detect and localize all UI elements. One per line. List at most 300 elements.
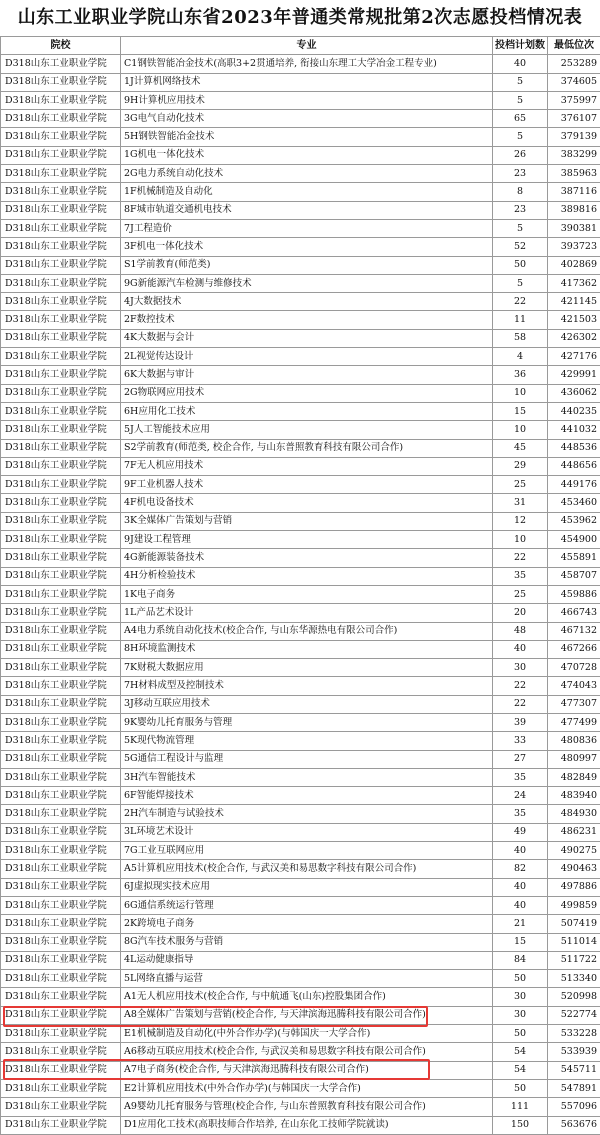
min-rank-cell: 520998 bbox=[548, 988, 600, 1006]
major-cell: 9J建设工程管理 bbox=[121, 531, 493, 549]
table-row bbox=[1, 951, 600, 969]
major-cell: 9K婴幼儿托育服务与管理 bbox=[121, 713, 493, 731]
table-row bbox=[1, 823, 600, 841]
major-cell: 3F机电一体化技术 bbox=[121, 238, 493, 256]
min-rank-cell: 477307 bbox=[548, 695, 600, 713]
school-cell: D318山东工业职业学院 bbox=[1, 402, 121, 420]
table-row bbox=[1, 183, 600, 201]
min-rank-cell: 374605 bbox=[548, 73, 600, 91]
table-row bbox=[1, 805, 600, 823]
min-rank-cell: 453460 bbox=[548, 494, 600, 512]
major-cell: 8G汽车技术服务与营销 bbox=[121, 933, 493, 951]
major-cell: A1无人机应用技术(校企合作, 与中航通飞(山东)控股集团合作) bbox=[121, 988, 493, 1006]
school-cell: D318山东工业职业学院 bbox=[1, 73, 121, 91]
table-row bbox=[1, 531, 600, 549]
min-rank-cell: 474043 bbox=[548, 677, 600, 695]
min-rank-cell: 467132 bbox=[548, 622, 600, 640]
min-rank-cell: 480836 bbox=[548, 732, 600, 750]
min-rank-cell: 483940 bbox=[548, 787, 600, 805]
major-cell: 8F城市轨道交通机电技术 bbox=[121, 201, 493, 219]
major-cell: 4J大数据技术 bbox=[121, 293, 493, 311]
major-cell: 7H材料成型及控制技术 bbox=[121, 677, 493, 695]
min-rank-cell: 490275 bbox=[548, 842, 600, 860]
major-cell: 5G通信工程设计与监理 bbox=[121, 750, 493, 768]
table-row bbox=[1, 73, 600, 91]
table-row bbox=[1, 91, 600, 109]
major-cell: D1应用化工技术(高职技师合作培养, 在山东化工技师学院就读) bbox=[121, 1116, 493, 1134]
plan-count-cell: 15 bbox=[493, 402, 548, 420]
min-rank-cell: 417362 bbox=[548, 274, 600, 292]
plan-count-cell: 23 bbox=[493, 165, 548, 183]
plan-count-cell: 22 bbox=[493, 293, 548, 311]
major-cell: 7J工程造价 bbox=[121, 219, 493, 237]
school-cell: D318山东工业职业学院 bbox=[1, 988, 121, 1006]
table-row bbox=[1, 384, 600, 402]
min-rank-cell: 375997 bbox=[548, 91, 600, 109]
school-cell: D318山东工业职业学院 bbox=[1, 1098, 121, 1116]
min-rank-cell: 533228 bbox=[548, 1025, 600, 1043]
school-cell: D318山东工业职业学院 bbox=[1, 805, 121, 823]
table-row bbox=[1, 1098, 600, 1116]
major-cell: 2G电力系统自动化技术 bbox=[121, 165, 493, 183]
plan-count-cell: 10 bbox=[493, 421, 548, 439]
min-rank-cell: 453962 bbox=[548, 512, 600, 530]
min-rank-cell: 466743 bbox=[548, 604, 600, 622]
school-cell: D318山东工业职业学院 bbox=[1, 219, 121, 237]
school-cell: D318山东工业职业学院 bbox=[1, 823, 121, 841]
plan-count-cell: 26 bbox=[493, 146, 548, 164]
plan-count-cell: 5 bbox=[493, 219, 548, 237]
major-cell: 6F智能焊接技术 bbox=[121, 787, 493, 805]
table-row bbox=[1, 732, 600, 750]
min-rank-cell: 459886 bbox=[548, 585, 600, 603]
min-rank-cell: 533939 bbox=[548, 1043, 600, 1061]
plan-count-cell: 50 bbox=[493, 1079, 548, 1097]
plan-count-cell: 50 bbox=[493, 1025, 548, 1043]
school-cell: D318山东工业职业学院 bbox=[1, 732, 121, 750]
table-row bbox=[1, 110, 600, 128]
min-rank-cell: 448656 bbox=[548, 457, 600, 475]
header-rank: 最低位次 bbox=[548, 37, 600, 55]
school-cell: D318山东工业职业学院 bbox=[1, 238, 121, 256]
table-row bbox=[1, 329, 600, 347]
school-cell: D318山东工业职业学院 bbox=[1, 713, 121, 731]
plan-count-cell: 27 bbox=[493, 750, 548, 768]
table-row bbox=[1, 1025, 600, 1043]
plan-count-cell: 36 bbox=[493, 366, 548, 384]
admission-table bbox=[0, 36, 600, 1135]
major-cell: 4K大数据与会计 bbox=[121, 329, 493, 347]
plan-count-cell: 65 bbox=[493, 110, 548, 128]
school-cell: D318山东工业职业学院 bbox=[1, 110, 121, 128]
school-cell: D318山东工业职业学院 bbox=[1, 1079, 121, 1097]
table-row bbox=[1, 915, 600, 933]
plan-count-cell: 84 bbox=[493, 951, 548, 969]
school-cell: D318山东工业职业学院 bbox=[1, 1061, 121, 1079]
school-cell: D318山东工业职业学院 bbox=[1, 677, 121, 695]
school-cell: D318山东工业职业学院 bbox=[1, 512, 121, 530]
major-cell: 4G新能源装备技术 bbox=[121, 549, 493, 567]
min-rank-cell: 513340 bbox=[548, 970, 600, 988]
plan-count-cell: 21 bbox=[493, 915, 548, 933]
plan-count-cell: 30 bbox=[493, 1006, 548, 1024]
school-cell: D318山东工业职业学院 bbox=[1, 165, 121, 183]
major-cell: 2K跨境电子商务 bbox=[121, 915, 493, 933]
major-cell: 6K大数据与审计 bbox=[121, 366, 493, 384]
min-rank-cell: 477499 bbox=[548, 713, 600, 731]
plan-count-cell: 23 bbox=[493, 201, 548, 219]
major-cell: A7电子商务(校企合作, 与天津滨海迅腾科技有限公司合作) bbox=[121, 1061, 493, 1079]
major-cell: A9婴幼儿托育服务与管理(校企合作, 与山东普照教育科技有限公司合作) bbox=[121, 1098, 493, 1116]
major-cell: 3H汽车智能技术 bbox=[121, 768, 493, 786]
school-cell: D318山东工业职业学院 bbox=[1, 567, 121, 585]
school-cell: D318山东工业职业学院 bbox=[1, 146, 121, 164]
min-rank-cell: 429991 bbox=[548, 366, 600, 384]
major-cell: C1钢铁智能冶金技术(高职3+2贯通培养, 衔接山东理工大学冶金工程专业) bbox=[121, 55, 493, 73]
table-row bbox=[1, 1061, 600, 1079]
major-cell: 2H汽车制造与试验技术 bbox=[121, 805, 493, 823]
major-cell: 2G物联网应用技术 bbox=[121, 384, 493, 402]
major-cell: 6H应用化工技术 bbox=[121, 402, 493, 420]
plan-count-cell: 25 bbox=[493, 585, 548, 603]
table-row bbox=[1, 494, 600, 512]
table-row bbox=[1, 622, 600, 640]
major-cell: 1G机电一体化技术 bbox=[121, 146, 493, 164]
school-cell: D318山东工业职业学院 bbox=[1, 1006, 121, 1024]
min-rank-cell: 448536 bbox=[548, 439, 600, 457]
table-row bbox=[1, 128, 600, 146]
min-rank-cell: 507419 bbox=[548, 915, 600, 933]
table-row bbox=[1, 293, 600, 311]
school-cell: D318山东工业职业学院 bbox=[1, 274, 121, 292]
plan-count-cell: 12 bbox=[493, 512, 548, 530]
plan-count-cell: 30 bbox=[493, 659, 548, 677]
min-rank-cell: 486231 bbox=[548, 823, 600, 841]
min-rank-cell: 470728 bbox=[548, 659, 600, 677]
school-cell: D318山东工业职业学院 bbox=[1, 750, 121, 768]
school-cell: D318山东工业职业学院 bbox=[1, 896, 121, 914]
school-cell: D318山东工业职业学院 bbox=[1, 842, 121, 860]
min-rank-cell: 467266 bbox=[548, 640, 600, 658]
min-rank-cell: 436062 bbox=[548, 384, 600, 402]
table-row bbox=[1, 1116, 600, 1134]
plan-count-cell: 10 bbox=[493, 531, 548, 549]
table-row bbox=[1, 970, 600, 988]
major-cell: A4电力系统自动化技术(校企合作, 与山东华源热电有限公司合作) bbox=[121, 622, 493, 640]
plan-count-cell: 22 bbox=[493, 695, 548, 713]
major-cell: 4H分析检验技术 bbox=[121, 567, 493, 585]
table-header-row bbox=[1, 37, 600, 55]
min-rank-cell: 484930 bbox=[548, 805, 600, 823]
major-cell: 7F无人机应用技术 bbox=[121, 457, 493, 475]
min-rank-cell: 458707 bbox=[548, 567, 600, 585]
min-rank-cell: 522774 bbox=[548, 1006, 600, 1024]
min-rank-cell: 390381 bbox=[548, 219, 600, 237]
table-row bbox=[1, 878, 600, 896]
min-rank-cell: 402869 bbox=[548, 256, 600, 274]
min-rank-cell: 379139 bbox=[548, 128, 600, 146]
plan-count-cell: 54 bbox=[493, 1043, 548, 1061]
major-cell: 4F机电设备技术 bbox=[121, 494, 493, 512]
major-cell: 7K财税大数据应用 bbox=[121, 659, 493, 677]
major-cell: 5H钢铁智能冶金技术 bbox=[121, 128, 493, 146]
table-row bbox=[1, 1079, 600, 1097]
min-rank-cell: 497886 bbox=[548, 878, 600, 896]
table-row bbox=[1, 201, 600, 219]
school-cell: D318山东工业职业学院 bbox=[1, 311, 121, 329]
table-row bbox=[1, 457, 600, 475]
plan-count-cell: 150 bbox=[493, 1116, 548, 1134]
school-cell: D318山东工业职业学院 bbox=[1, 256, 121, 274]
table-row bbox=[1, 165, 600, 183]
school-cell: D318山东工业职业学院 bbox=[1, 951, 121, 969]
min-rank-cell: 547891 bbox=[548, 1079, 600, 1097]
table-row bbox=[1, 860, 600, 878]
table-row bbox=[1, 439, 600, 457]
plan-count-cell: 82 bbox=[493, 860, 548, 878]
table-row bbox=[1, 659, 600, 677]
school-cell: D318山东工业职业学院 bbox=[1, 768, 121, 786]
school-cell: D318山东工业职业学院 bbox=[1, 585, 121, 603]
major-cell: 9H计算机应用技术 bbox=[121, 91, 493, 109]
plan-count-cell: 25 bbox=[493, 476, 548, 494]
table-row bbox=[1, 421, 600, 439]
plan-count-cell: 33 bbox=[493, 732, 548, 750]
plan-count-cell: 31 bbox=[493, 494, 548, 512]
min-rank-cell: 557096 bbox=[548, 1098, 600, 1116]
plan-count-cell: 15 bbox=[493, 933, 548, 951]
table-row bbox=[1, 1006, 600, 1024]
school-cell: D318山东工业职业学院 bbox=[1, 1025, 121, 1043]
major-cell: 4L运动健康指导 bbox=[121, 951, 493, 969]
table-row bbox=[1, 567, 600, 585]
school-cell: D318山东工业职业学院 bbox=[1, 348, 121, 366]
min-rank-cell: 563676 bbox=[548, 1116, 600, 1134]
major-cell: 6J虚拟现实技术应用 bbox=[121, 878, 493, 896]
plan-count-cell: 24 bbox=[493, 787, 548, 805]
header-plan: 投档计划数 bbox=[493, 37, 548, 55]
major-cell: 9F工业机器人技术 bbox=[121, 476, 493, 494]
min-rank-cell: 387116 bbox=[548, 183, 600, 201]
plan-count-cell: 5 bbox=[493, 91, 548, 109]
plan-count-cell: 11 bbox=[493, 311, 548, 329]
major-cell: 6G通信系统运行管理 bbox=[121, 896, 493, 914]
school-cell: D318山东工业职业学院 bbox=[1, 787, 121, 805]
plan-count-cell: 22 bbox=[493, 677, 548, 695]
table-row bbox=[1, 274, 600, 292]
min-rank-cell: 421145 bbox=[548, 293, 600, 311]
school-cell: D318山东工业职业学院 bbox=[1, 421, 121, 439]
min-rank-cell: 511014 bbox=[548, 933, 600, 951]
min-rank-cell: 389816 bbox=[548, 201, 600, 219]
plan-count-cell: 49 bbox=[493, 823, 548, 841]
major-cell: A6移动互联应用技术(校企合作, 与武汉美和易思数字科技有限公司合作) bbox=[121, 1043, 493, 1061]
major-cell: 1K电子商务 bbox=[121, 585, 493, 603]
school-cell: D318山东工业职业学院 bbox=[1, 476, 121, 494]
table-row bbox=[1, 311, 600, 329]
plan-count-cell: 30 bbox=[493, 988, 548, 1006]
plan-count-cell: 50 bbox=[493, 256, 548, 274]
min-rank-cell: 441032 bbox=[548, 421, 600, 439]
school-cell: D318山东工业职业学院 bbox=[1, 55, 121, 73]
plan-count-cell: 5 bbox=[493, 128, 548, 146]
plan-count-cell: 111 bbox=[493, 1098, 548, 1116]
major-cell: 2F数控技术 bbox=[121, 311, 493, 329]
plan-count-cell: 48 bbox=[493, 622, 548, 640]
school-cell: D318山东工业职业学院 bbox=[1, 91, 121, 109]
school-cell: D318山东工业职业学院 bbox=[1, 860, 121, 878]
table-row bbox=[1, 219, 600, 237]
plan-count-cell: 40 bbox=[493, 896, 548, 914]
major-cell: 5L网络直播与运营 bbox=[121, 970, 493, 988]
plan-count-cell: 35 bbox=[493, 805, 548, 823]
plan-count-cell: 35 bbox=[493, 567, 548, 585]
school-cell: D318山东工业职业学院 bbox=[1, 1043, 121, 1061]
page-title: 山东工业职业学院山东省2023年普通类常规批第2次志愿投档情况表 bbox=[0, 0, 600, 36]
major-cell: A8全媒体广告策划与营销(校企合作, 与天津滨海迅腾科技有限公司合作) bbox=[121, 1006, 493, 1024]
min-rank-cell: 393723 bbox=[548, 238, 600, 256]
min-rank-cell: 454900 bbox=[548, 531, 600, 549]
table-row bbox=[1, 896, 600, 914]
plan-count-cell: 22 bbox=[493, 549, 548, 567]
table-row bbox=[1, 55, 600, 73]
school-cell: D318山东工业职业学院 bbox=[1, 640, 121, 658]
table-row bbox=[1, 750, 600, 768]
major-cell: 2L视觉传达设计 bbox=[121, 348, 493, 366]
major-cell: 3J移动互联应用技术 bbox=[121, 695, 493, 713]
min-rank-cell: 511722 bbox=[548, 951, 600, 969]
school-cell: D318山东工业职业学院 bbox=[1, 183, 121, 201]
school-cell: D318山东工业职业学院 bbox=[1, 531, 121, 549]
school-cell: D318山东工业职业学院 bbox=[1, 970, 121, 988]
major-cell: A5计算机应用技术(校企合作, 与武汉美和易思数字科技有限公司合作) bbox=[121, 860, 493, 878]
plan-count-cell: 40 bbox=[493, 878, 548, 896]
major-cell: 8H环境监测技术 bbox=[121, 640, 493, 658]
school-cell: D318山东工业职业学院 bbox=[1, 622, 121, 640]
plan-count-cell: 5 bbox=[493, 274, 548, 292]
major-cell: 9G新能源汽车检测与维修技术 bbox=[121, 274, 493, 292]
table-row bbox=[1, 585, 600, 603]
major-cell: 3K全媒体广告策划与营销 bbox=[121, 512, 493, 530]
min-rank-cell: 440235 bbox=[548, 402, 600, 420]
table-row bbox=[1, 146, 600, 164]
table-row bbox=[1, 366, 600, 384]
table-row bbox=[1, 640, 600, 658]
major-cell: S2学前教育(师范类, 校企合作, 与山东普照教育科技有限公司合作) bbox=[121, 439, 493, 457]
school-cell: D318山东工业职业学院 bbox=[1, 329, 121, 347]
table-row bbox=[1, 787, 600, 805]
school-cell: D318山东工业职业学院 bbox=[1, 915, 121, 933]
min-rank-cell: 499859 bbox=[548, 896, 600, 914]
min-rank-cell: 455891 bbox=[548, 549, 600, 567]
table-row bbox=[1, 842, 600, 860]
header-major: 专业 bbox=[121, 37, 493, 55]
school-cell: D318山东工业职业学院 bbox=[1, 1116, 121, 1134]
min-rank-cell: 385963 bbox=[548, 165, 600, 183]
school-cell: D318山东工业职业学院 bbox=[1, 933, 121, 951]
table-row bbox=[1, 348, 600, 366]
major-cell: E1机械制造及自动化(中外合作办学)(与韩国庆一大学合作) bbox=[121, 1025, 493, 1043]
table-row bbox=[1, 604, 600, 622]
major-cell: 1L产品艺术设计 bbox=[121, 604, 493, 622]
major-cell: E2计算机应用技术(中外合作办学)(与韩国庆一大学合作) bbox=[121, 1079, 493, 1097]
plan-count-cell: 58 bbox=[493, 329, 548, 347]
plan-count-cell: 35 bbox=[493, 768, 548, 786]
school-cell: D318山东工业职业学院 bbox=[1, 201, 121, 219]
major-cell: 5J人工智能技术应用 bbox=[121, 421, 493, 439]
major-cell: 1F机械制造及自动化 bbox=[121, 183, 493, 201]
school-cell: D318山东工业职业学院 bbox=[1, 695, 121, 713]
min-rank-cell: 426302 bbox=[548, 329, 600, 347]
school-cell: D318山东工业职业学院 bbox=[1, 494, 121, 512]
school-cell: D318山东工业职业学院 bbox=[1, 457, 121, 475]
plan-count-cell: 52 bbox=[493, 238, 548, 256]
school-cell: D318山东工业职业学院 bbox=[1, 604, 121, 622]
table-row bbox=[1, 933, 600, 951]
school-cell: D318山东工业职业学院 bbox=[1, 293, 121, 311]
major-cell: 3L环境艺术设计 bbox=[121, 823, 493, 841]
table-row bbox=[1, 476, 600, 494]
major-cell: 1J计算机网络技术 bbox=[121, 73, 493, 91]
min-rank-cell: 490463 bbox=[548, 860, 600, 878]
school-cell: D318山东工业职业学院 bbox=[1, 439, 121, 457]
plan-count-cell: 4 bbox=[493, 348, 548, 366]
table-row bbox=[1, 1043, 600, 1061]
table-row bbox=[1, 988, 600, 1006]
min-rank-cell: 480997 bbox=[548, 750, 600, 768]
plan-count-cell: 40 bbox=[493, 842, 548, 860]
table-row bbox=[1, 512, 600, 530]
plan-count-cell: 40 bbox=[493, 640, 548, 658]
table-row bbox=[1, 695, 600, 713]
plan-count-cell: 8 bbox=[493, 183, 548, 201]
table-row bbox=[1, 713, 600, 731]
major-cell: 3G电气自动化技术 bbox=[121, 110, 493, 128]
school-cell: D318山东工业职业学院 bbox=[1, 659, 121, 677]
plan-count-cell: 50 bbox=[493, 970, 548, 988]
min-rank-cell: 383299 bbox=[548, 146, 600, 164]
major-cell: S1学前教育(师范类) bbox=[121, 256, 493, 274]
school-cell: D318山东工业职业学院 bbox=[1, 384, 121, 402]
header-school: 院校 bbox=[1, 37, 121, 55]
table-row bbox=[1, 402, 600, 420]
table-row bbox=[1, 549, 600, 567]
plan-count-cell: 20 bbox=[493, 604, 548, 622]
min-rank-cell: 376107 bbox=[548, 110, 600, 128]
table-row bbox=[1, 256, 600, 274]
plan-count-cell: 10 bbox=[493, 384, 548, 402]
min-rank-cell: 427176 bbox=[548, 348, 600, 366]
plan-count-cell: 29 bbox=[493, 457, 548, 475]
table-row bbox=[1, 677, 600, 695]
plan-count-cell: 45 bbox=[493, 439, 548, 457]
table-row bbox=[1, 768, 600, 786]
plan-count-cell: 40 bbox=[493, 55, 548, 73]
min-rank-cell: 482849 bbox=[548, 768, 600, 786]
min-rank-cell: 421503 bbox=[548, 311, 600, 329]
plan-count-cell: 39 bbox=[493, 713, 548, 731]
major-cell: 5K现代物流管理 bbox=[121, 732, 493, 750]
min-rank-cell: 253289 bbox=[548, 55, 600, 73]
plan-count-cell: 54 bbox=[493, 1061, 548, 1079]
plan-count-cell: 5 bbox=[493, 73, 548, 91]
major-cell: 7G工业互联网应用 bbox=[121, 842, 493, 860]
min-rank-cell: 545711 bbox=[548, 1061, 600, 1079]
table-row bbox=[1, 238, 600, 256]
school-cell: D318山东工业职业学院 bbox=[1, 878, 121, 896]
school-cell: D318山东工业职业学院 bbox=[1, 366, 121, 384]
min-rank-cell: 449176 bbox=[548, 476, 600, 494]
